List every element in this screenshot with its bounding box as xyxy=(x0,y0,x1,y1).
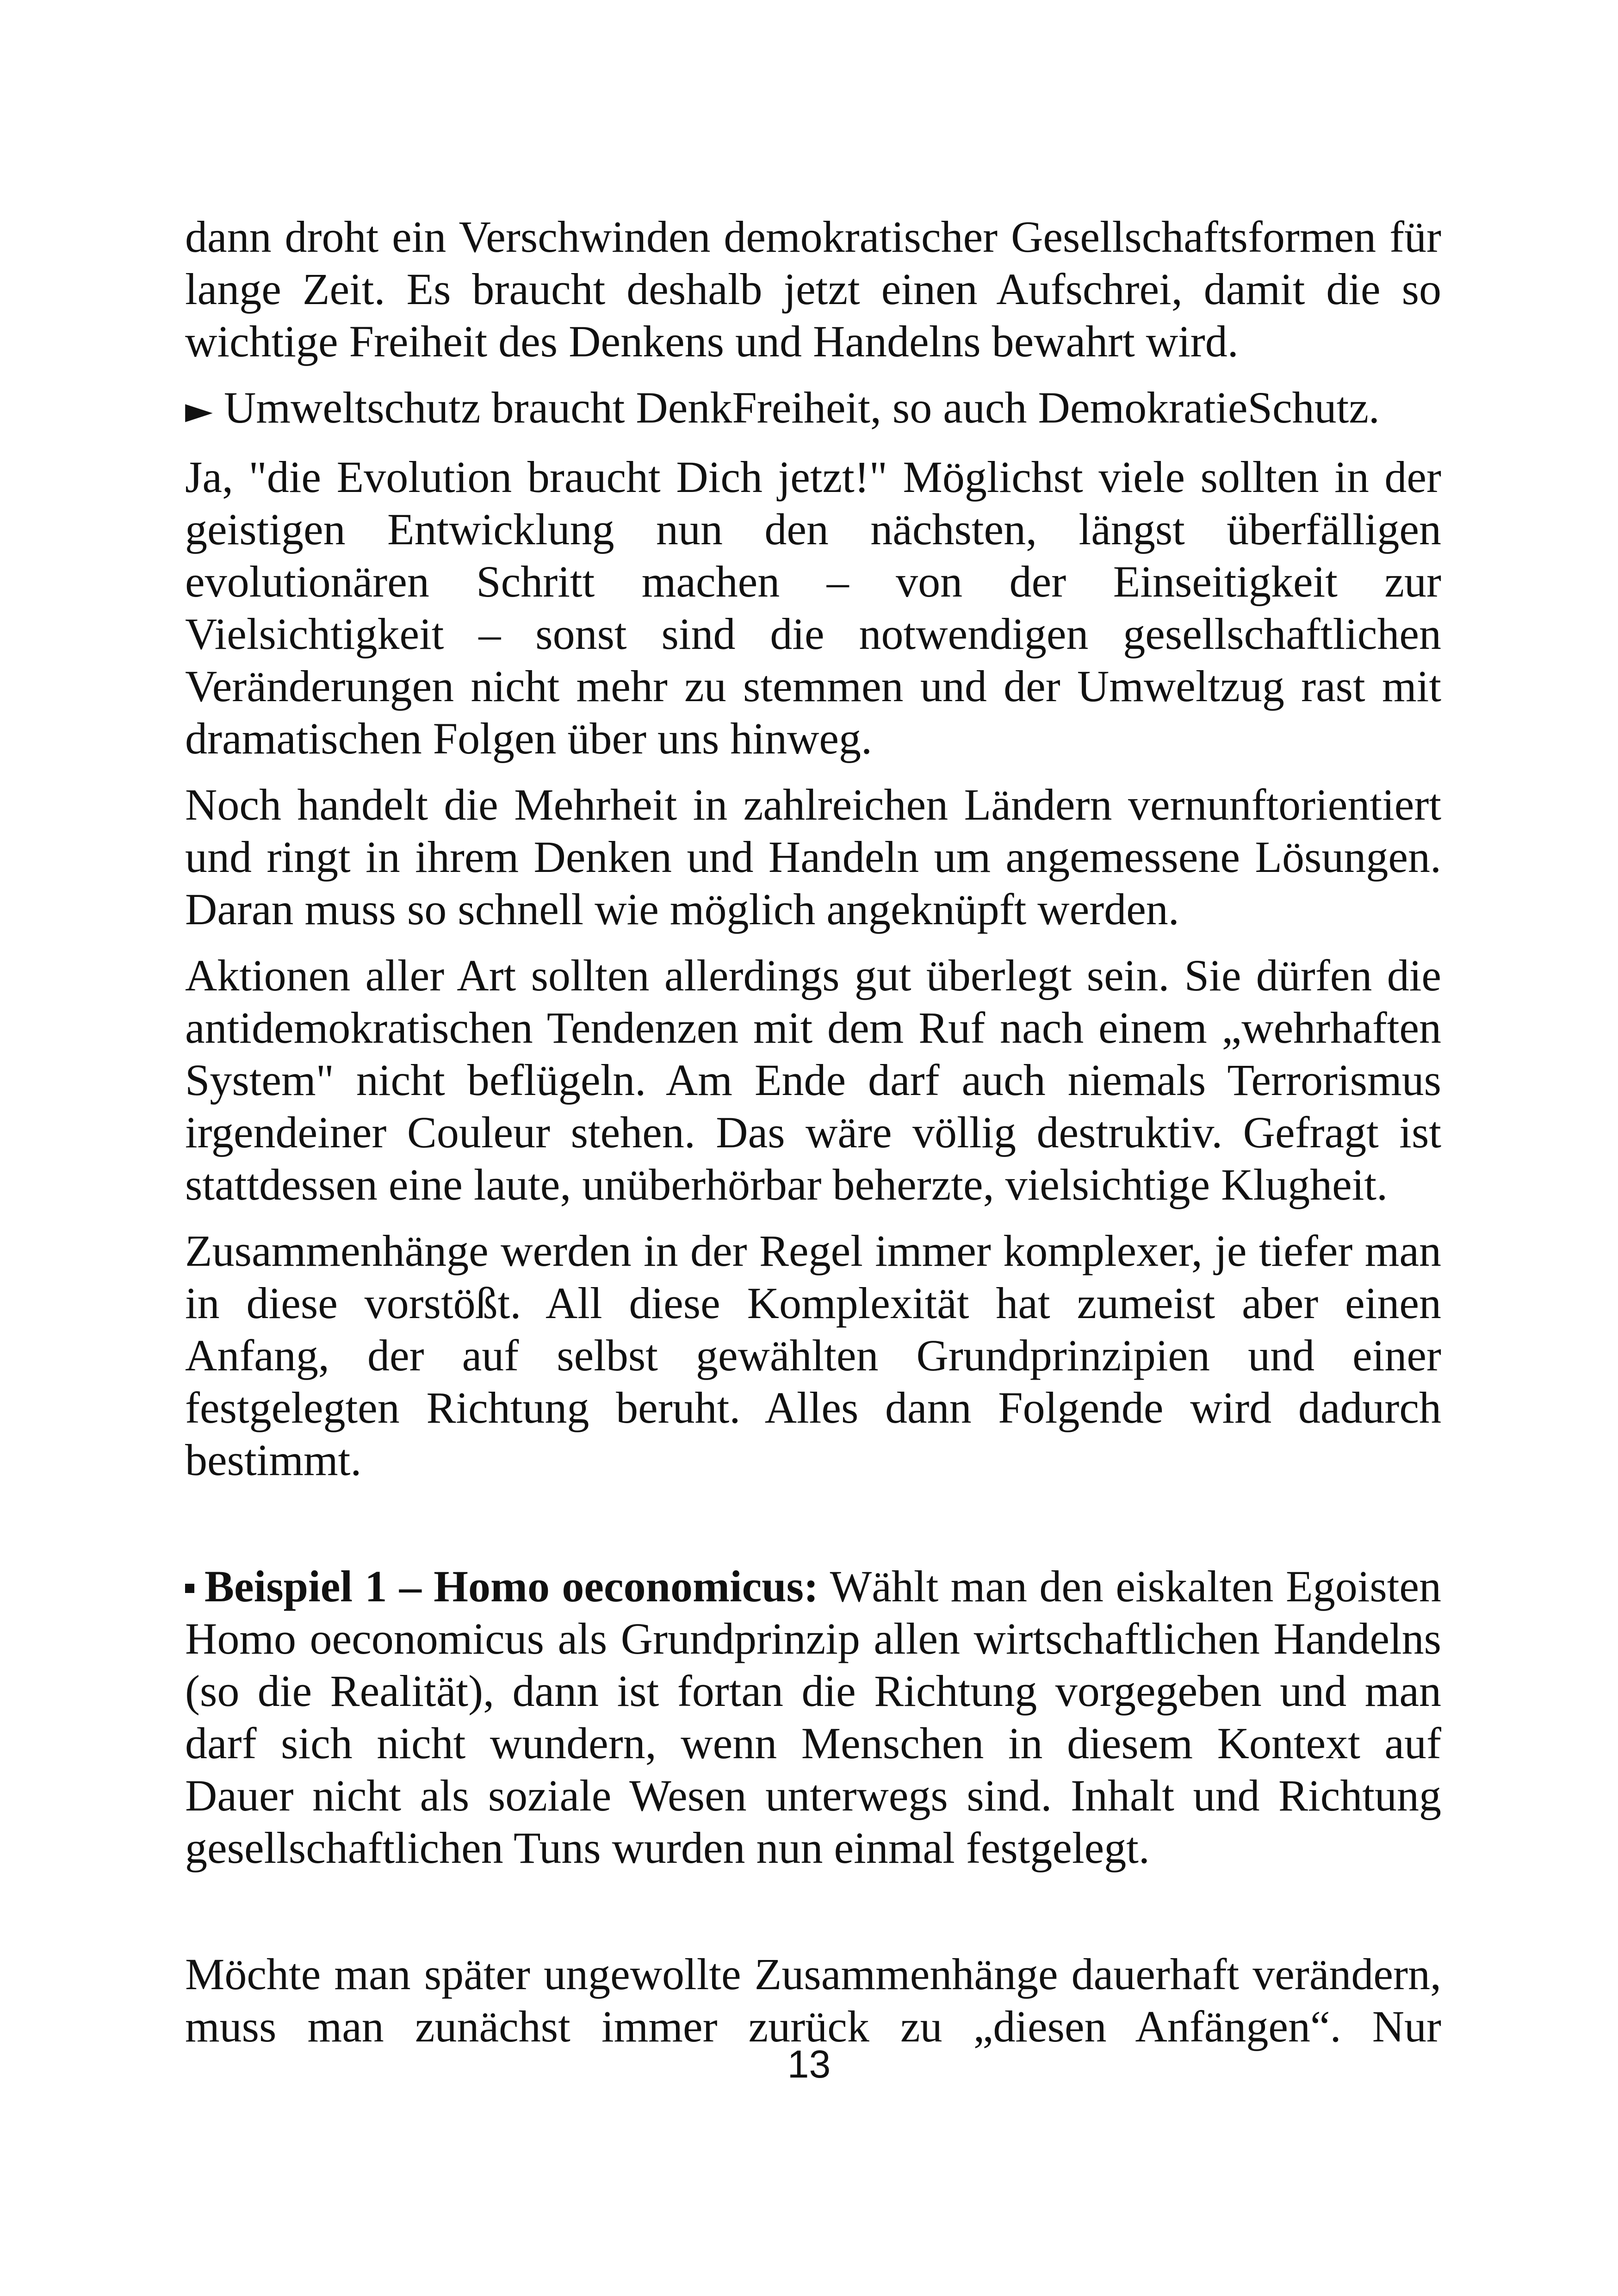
paragraph-8: Möchte man später ungewollte Zusammenhänge dauerhaft verändern, muss man zunächst immer zurück zu „diesen Anfängen“. Nur xyxy=(185,1949,1441,2051)
paragraph-2 xyxy=(185,381,1441,437)
paragraph-2-text: Umweltschutz braucht DenkFreiheit, so auch DemokratieSchutz. xyxy=(224,383,1380,432)
square-bullet-icon xyxy=(185,1584,194,1593)
example-1-paragraph xyxy=(185,1560,1441,1874)
page-number: 13 xyxy=(787,2042,831,2086)
paragraph-6: Zusammenhänge werden in der Regel immer komplexer, je tiefer man in diese vorstößt. All diese Komplexität hat zumeist aber einen Anfang, der auf selbst gewählten Grundprinzipien und einer festgelegten Richtung beruht. Alles dann Folgende wird dadurch bestimmt. xyxy=(185,1226,1441,1485)
paragraph-1: dann droht ein Verschwinden demokratischer Gesellschaftsformen für lange Zeit. Es braucht deshalb jetzt einen Aufschrei, damit die so wichtige Freiheit des Denkens und Handelns bewahrt wird. xyxy=(185,212,1441,366)
example-1-text: Wählt man den eiskalten Egoisten Homo oeconomicus als Grundprinzip allen wirtschaftlichen Handelns (so die Realität), dann ist fortan die Richtung vorgegeben und man darf sich nicht wundern, wenn Menschen in diesem Kontext auf Dauer nicht als soziale Wesen unterwegs sind. Inhalt und Richtung gesellschaftlichen Tuns wurden nun einmal festgelegt. xyxy=(185,1562,1442,1873)
page-body xyxy=(185,211,1441,2066)
paragraph-4: Noch handelt die Mehrheit in zahlreichen Ländern vernunftorientiert und ringt in ihrem Denken und Handeln um angemessene Lösungen. Daran muss so schnell wie möglich angeknüpft werden. xyxy=(185,780,1441,934)
paragraph-5: Aktionen aller Art sollten allerdings gut überlegt sein. Sie dürfen die antidemokratischen Tendenzen mit dem Ruf nach einem „wehrhaften System" nicht beflügeln. Am Ende darf auch niemals Terrorismus irgendeiner Couleur stehen. Das wäre völlig destruktiv. Gefragt ist stattdessen eine laute, unüberhörbar beherzte, vielsichtige Klugheit. xyxy=(185,951,1441,1209)
arrow-right-icon: ► xyxy=(185,390,213,431)
paragraph-3: Ja, "die Evolution braucht Dich jetzt!" Möglichst viele sollten in der geistigen Entwicklung nun den nächsten, längst überfälligen evolutionären Schritt machen – von der Einseitigkeit zur Vielsichtigkeit – sonst sind die notwendigen gesellschaftlichen Veränderungen nicht mehr zu stemmen und der Umweltzug rast mit dramatischen Folgen über uns hinweg. xyxy=(185,452,1441,763)
example-1-heading: Beispiel 1 – Homo oeconomicus: xyxy=(205,1562,818,1611)
